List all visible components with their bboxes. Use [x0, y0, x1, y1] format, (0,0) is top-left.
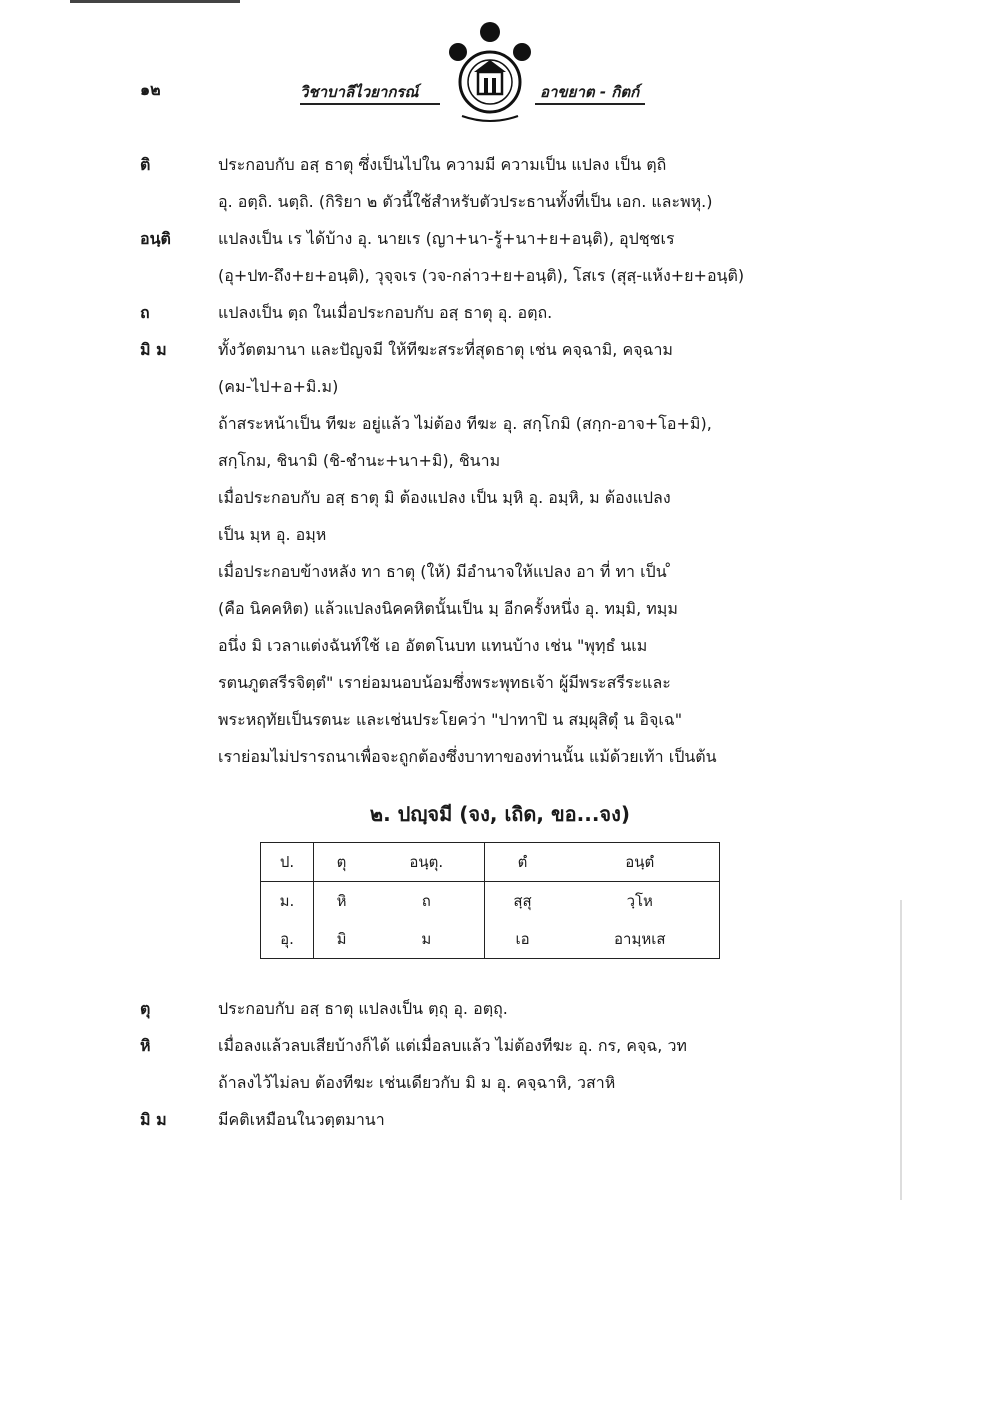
- table-header-row: [261, 843, 720, 882]
- entry-description: [218, 294, 918, 331]
- entry-line: เราย่อมไม่ปรารถนาเพื่อจะถูกต้องซึ่งบาทาของท่านนั้น แม้ด้วยเท้า เป็นต้น: [218, 747, 717, 766]
- table-header-cell: อนฺตุ.: [369, 843, 484, 882]
- entry-term: ตุ: [140, 999, 151, 1018]
- top-edge-rule: [70, 0, 240, 3]
- entry-line: เมื่อประกอบข้างหลัง ทา ธาตุ (ให้) มีอำนาจให้แปลง อา ที่ ทา เป็น ̊: [218, 562, 672, 581]
- entry-description: [218, 990, 918, 1027]
- header-left-rule: [300, 103, 440, 105]
- entry-line: เมื่อลงแล้วลบเสียบ้างก็ได้ แต่เมื่อลบแล้ว ไม่ต้องทีฆะ อุ. กร, คจฺฉ, วท: [218, 1036, 687, 1055]
- entry-term: ติ: [140, 155, 151, 174]
- entry-term: อนฺติ: [140, 229, 171, 248]
- entry-line: สกฺโกม, ชินามิ (ชิ-ชำนะ+นา+มิ), ชินาม: [218, 451, 501, 470]
- entry-description: [218, 1027, 918, 1101]
- table-header-cell: ตํ: [517, 853, 528, 871]
- entry-description: [218, 220, 918, 294]
- entry-line: รตนภูตสรีรจิตฺตํ" เราย่อมนอบน้อมซึ่งพระพุทธเจ้า ผู้มีพระสรีระและ: [218, 673, 671, 692]
- table-cell: สฺสุ: [513, 892, 532, 910]
- entry-term: หิ: [140, 1036, 151, 1055]
- header-left-title: วิชาบาลีไวยากรณ์: [300, 83, 419, 101]
- entry-description: [218, 146, 918, 220]
- entry-term: มิ ม: [140, 340, 167, 359]
- entry-line: ประกอบกับ อสฺ ธาตุ แปลงเป็น ตฺถุ อุ. อตฺถุ.: [218, 999, 508, 1018]
- table-cell: วฺโห: [626, 892, 653, 910]
- entry-line: เป็น มฺห อุ. อมฺห: [218, 525, 327, 544]
- section-title: ๒. ปญฺจมี (จง, เถิด, ขอ...จง): [369, 802, 631, 826]
- table-header-cell: ตุ: [336, 853, 347, 871]
- entry-line: ประกอบกับ อสฺ ธาตุ ซึ่งเป็นไปใน ความมี ความเป็น แปลง เป็น ตฺถิ: [218, 155, 667, 174]
- entry-line: ถ้าสระหน้าเป็น ทีฆะ อยู่แล้ว ไม่ต้อง ทีฆะ อุ. สกฺโกมิ (สกฺก-อาจ+โอ+มิ),: [218, 414, 712, 433]
- entry-description: [218, 331, 918, 775]
- table-header-cell: ป.: [261, 843, 314, 882]
- table-row: [261, 920, 720, 959]
- entry-description: [218, 1101, 918, 1138]
- table-header-cell: อนฺตํ: [625, 853, 655, 871]
- entry-line: พระหฤทัยเป็นรตนะ และเช่นประโยคว่า "ปาทาปิ น สมฺผุสิตุํ น อิจฺเฉ": [218, 710, 683, 729]
- page-header: [140, 20, 660, 130]
- table-cell: ถ: [369, 882, 484, 921]
- entry-line: (อุ+ปท-ถึง+ย+อนฺติ), วุจฺจเร (วจ-กล่าว+ย+อนฺติ), โสเร (สุสฺ-แห้ง+ย+อนฺติ): [218, 266, 745, 285]
- entry-line: อนึ่ง มิ เวลาแต่งฉันท์ใช้ เอ อัตตโนบท แทนบ้าง เช่น "พุทฺธํ นเม: [218, 636, 648, 655]
- entry-line: (คือ นิคคหิต) แล้วแปลงนิคคหิตนั้นเป็น มฺ อีกครั้งหนึ่ง อุ. ทมฺมิ, ทมฺม: [218, 599, 678, 618]
- entry-term: มิ ม: [140, 1110, 167, 1129]
- table-cell: อุ.: [261, 920, 314, 959]
- entry-line: (คม-ไป+อ+มิ.ม): [218, 377, 339, 396]
- entry-line: ทั้งวัตตมานา และปัญจมี ให้ทีฆะสระที่สุดธาตุ เช่น คจฺฉามิ, คจฺฉาม: [218, 340, 673, 359]
- table-cell: อามฺหเส: [614, 930, 666, 948]
- school-emblem-icon: [440, 20, 540, 130]
- page-number: ๑๒: [140, 80, 161, 99]
- entry-line: แปลงเป็น เร ได้บ้าง อุ. นายเร (ญา+นา-รู้+นา+ย+อนฺติ), อุปชฺชเร: [218, 229, 675, 248]
- table-cell: ม: [369, 920, 484, 959]
- entry-line: ถ้าลงไว้ไม่ลบ ต้องทีฆะ เช่นเดียวกับ มิ ม อุ. คจฺฉาหิ, วสาหิ: [218, 1073, 616, 1092]
- entry-line: มีคติเหมือนในวตฺตมานา: [218, 1110, 385, 1129]
- table-cell: มิ: [336, 930, 347, 948]
- header-right-title: อาขยาต - กิตก์: [540, 83, 640, 101]
- entry-line: แปลงเป็น ตฺถ ในเมื่อประกอบกับ อสฺ ธาตุ อุ. อตฺถ.: [218, 303, 553, 322]
- entry-line: เมื่อประกอบกับ อสฺ ธาตุ มิ ต้องแปลง เป็น มฺหิ อุ. อมฺหิ, ม ต้องแปลง: [218, 488, 671, 507]
- scan-edge-shadow: [900, 900, 902, 1200]
- table-cell: ม.: [261, 882, 314, 921]
- header-right-rule: [535, 103, 645, 105]
- conjugation-table: [260, 842, 720, 959]
- entry-line: อุ. อตฺถิ. นตฺถิ. (กิริยา ๒ ตัวนี้ใช้สำหรับตัวประธานทั้งที่เป็น เอก. และพหุ.): [218, 192, 713, 211]
- table-cell: หิ: [336, 892, 347, 910]
- table-row: [261, 882, 720, 921]
- table-cell: เอ: [515, 930, 530, 948]
- entry-term: ถ: [140, 303, 150, 322]
